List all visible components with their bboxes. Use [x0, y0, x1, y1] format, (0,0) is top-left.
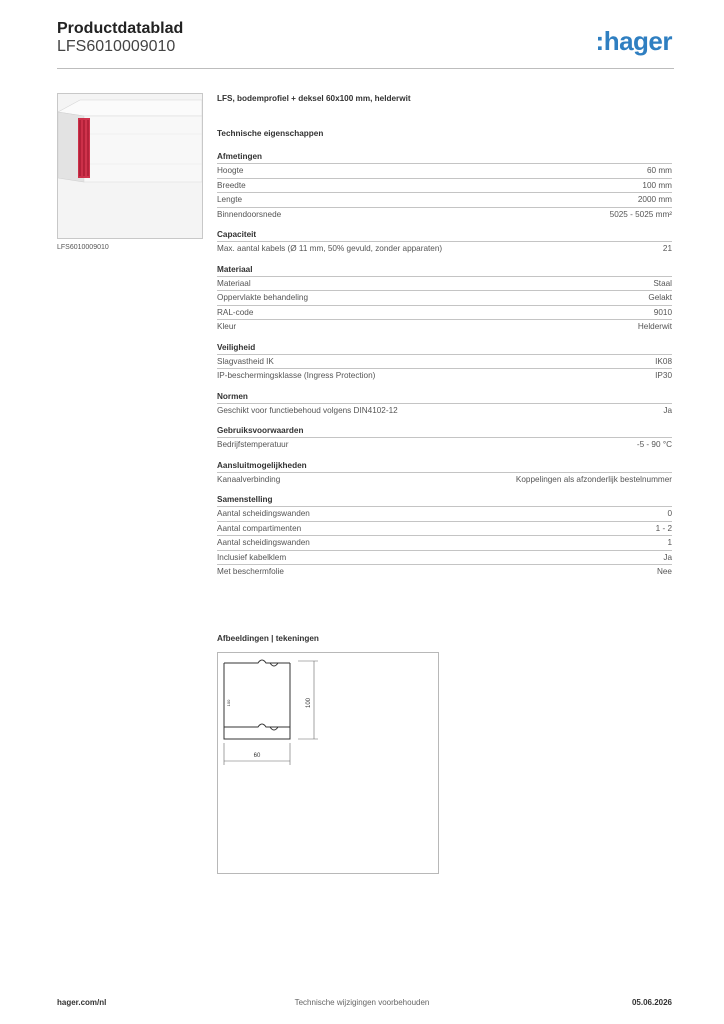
- dimension-width-label: 60: [253, 753, 261, 759]
- photo-caption: LFS6010009010: [57, 244, 109, 251]
- property-group: [217, 460, 672, 487]
- property-row: [217, 437, 672, 452]
- red-cable-clips: [78, 118, 90, 178]
- property-value: IK08: [655, 356, 672, 366]
- property-value: 60 mm: [646, 166, 672, 175]
- property-row: [217, 276, 672, 291]
- property-label: Materiaal: [217, 278, 251, 288]
- property-row: [217, 521, 672, 536]
- property-groups: [217, 151, 672, 579]
- group-title: Capaciteit: [217, 230, 257, 239]
- property-value: Koppelingen als afzonderlijk bestelnummer: [515, 474, 672, 484]
- property-value: 1 - 2: [655, 523, 672, 533]
- property-label: Bedrijfstemperatuur: [217, 440, 289, 449]
- property-label: Geschikt voor functiebehoud volgens DIN4102-12: [217, 405, 398, 415]
- property-label: Slagvastheid IK: [217, 356, 274, 366]
- property-label: Met beschermfolie: [217, 567, 284, 576]
- property-row: [217, 178, 672, 193]
- property-value: 100 mm: [642, 180, 672, 190]
- property-label: Kanaalverbinding: [217, 474, 281, 484]
- property-label: Aantal scheidingswanden: [217, 509, 310, 518]
- property-group: [217, 342, 672, 383]
- header-divider: [57, 68, 674, 69]
- group-title: Normen: [217, 391, 248, 401]
- product-photo: [57, 93, 203, 239]
- property-row: [217, 403, 672, 418]
- property-value: 2000 mm: [637, 195, 672, 204]
- property-label: Oppervlakte behandeling: [217, 293, 309, 302]
- property-group: [217, 494, 672, 579]
- property-row: [217, 472, 672, 487]
- group-title: Aansluitmogelijkheden: [217, 460, 307, 470]
- property-value: 21: [662, 244, 672, 253]
- group-title: Samenstelling: [217, 495, 273, 504]
- property-row: [217, 550, 672, 565]
- property-label: Kleur: [217, 322, 237, 331]
- property-value: 1: [667, 538, 672, 547]
- property-row: [217, 564, 672, 579]
- property-label: Max. aantal kabels (Ø 11 mm, 50% gevuld, zonder apparaten): [217, 244, 443, 253]
- property-label: Hoogte: [217, 166, 244, 175]
- property-value: 9010: [653, 307, 672, 317]
- property-group: [217, 264, 672, 334]
- technical-properties-title: Technische eigenschappen: [217, 129, 324, 138]
- property-row: [217, 192, 672, 207]
- property-row: [217, 319, 672, 334]
- product-description: LFS, bodemprofiel + deksel 60x100 mm, helderwit: [217, 94, 411, 103]
- property-value: Ja: [663, 405, 672, 415]
- property-group: [217, 229, 672, 256]
- property-value: Nee: [656, 567, 672, 576]
- group-title: Gebruiksvoorwaarden: [217, 426, 304, 435]
- property-value: IP30: [655, 371, 672, 380]
- property-value: 0: [667, 509, 672, 518]
- property-value: Ja: [663, 552, 672, 562]
- property-label: Inclusief kabelklem: [217, 552, 287, 562]
- technical-drawing: [217, 652, 439, 874]
- property-row: [217, 506, 672, 521]
- group-title: Afmetingen: [217, 152, 263, 161]
- property-row: [217, 163, 672, 178]
- property-group: [217, 151, 672, 221]
- property-value: Helderwit: [637, 322, 672, 331]
- property-row: [217, 241, 672, 256]
- property-row: [217, 290, 672, 305]
- group-title: Veiligheid: [217, 342, 256, 352]
- property-label: Lengte: [217, 195, 243, 204]
- duct-cross-section-drawing: [218, 653, 438, 873]
- property-value: 5025 - 5025 mm²: [609, 209, 672, 219]
- property-group: [217, 425, 672, 452]
- property-row: [217, 305, 672, 320]
- product-code: LFS6010009010: [57, 38, 176, 55]
- property-label: RAL-code: [217, 307, 254, 317]
- property-label: Aantal scheidingswanden: [217, 538, 310, 547]
- property-value: Gelakt: [648, 293, 672, 302]
- footer-date: 05.06.2026: [631, 998, 672, 1007]
- hager-logo: :hager: [595, 26, 672, 56]
- dimension-inner-label: 100: [226, 699, 231, 707]
- property-row: [217, 368, 672, 383]
- cable-duct-image: [58, 94, 202, 238]
- property-label: Binnendoorsnede: [217, 209, 282, 219]
- footer-disclaimer: Technische wijzigingen voorbehouden: [294, 998, 430, 1007]
- property-row: [217, 354, 672, 369]
- property-value: Staal: [653, 278, 672, 288]
- property-label: Aantal compartimenten: [217, 523, 302, 533]
- property-label: IP-beschermingsklasse (Ingress Protection): [217, 371, 376, 380]
- footer-website: hager.com/nl: [57, 998, 107, 1007]
- specification-panel: [217, 94, 672, 587]
- property-row: [217, 535, 672, 550]
- property-row: [217, 207, 672, 222]
- drawings-title: Afbeeldingen | tekeningen: [217, 634, 319, 643]
- property-label: Breedte: [217, 180, 246, 190]
- property-group: [217, 391, 672, 418]
- property-value: -5 - 90 °C: [636, 440, 672, 449]
- dimension-height-label: 100: [306, 697, 312, 709]
- document-title: Productdatablad: [57, 20, 184, 37]
- group-title: Materiaal: [217, 264, 253, 274]
